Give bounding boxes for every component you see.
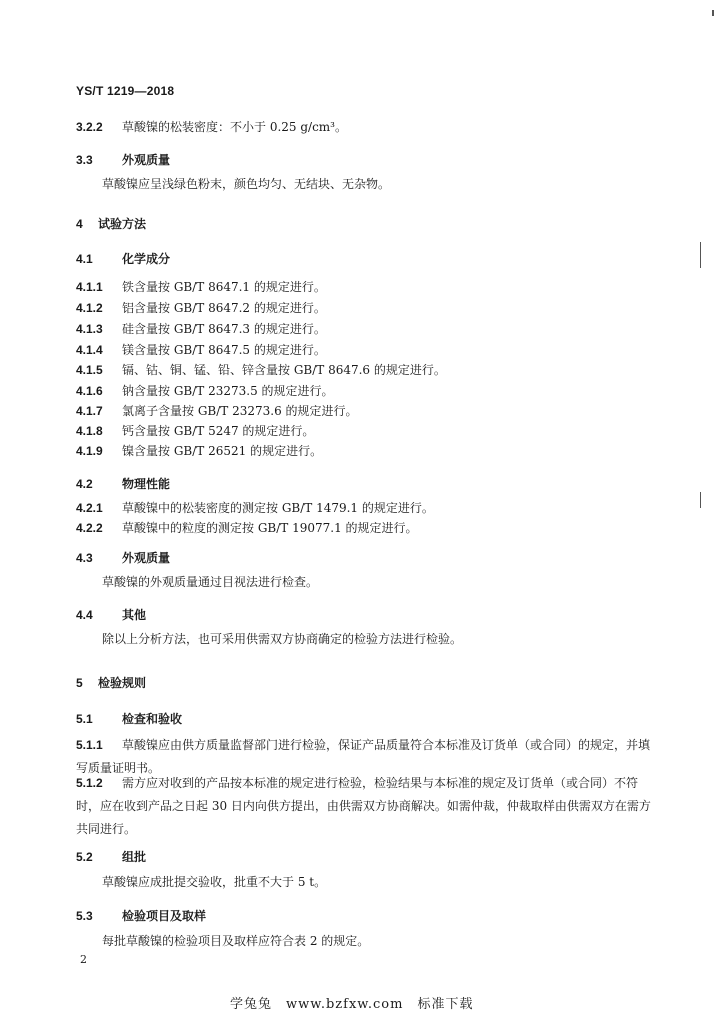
- scan-speck: [712, 10, 714, 16]
- footer-watermark: 学兔兔 www.bzfxw.com 标准下载: [230, 997, 474, 1012]
- heading-text: 组批: [122, 850, 147, 864]
- page-number: 2: [80, 953, 87, 966]
- clause-text: 草酸镍中的松装密度的测定按 GB/T 1479.1 的规定进行。: [122, 501, 434, 515]
- heading-number: 3.3: [76, 153, 93, 167]
- clause-number: 5.1.2: [76, 776, 103, 790]
- heading-4-3: [76, 547, 170, 566]
- scan-speck: [700, 492, 701, 508]
- clause-text: 需方应对收到的产品按本标准的规定进行检验，检验结果与本标准的规定及订货单（或合同）不符时，应在收到产品之日起 30 日内向供方提出，由供需双方协商解决。如需仲裁，仲裁取样由供需双方在需方共同进行。: [76, 776, 651, 836]
- clause-number: 4.1.8: [76, 424, 103, 438]
- clause-text: 铁含量按 GB/T 8647.1 的规定进行。: [122, 280, 326, 294]
- clause-text: 镁含量按 GB/T 8647.5 的规定进行。: [122, 343, 326, 357]
- clause-text: 钠含量按 GB/T 23273.5 的规定进行。: [122, 384, 334, 398]
- heading-text: 外观质量: [122, 551, 171, 565]
- heading-4-1: [76, 248, 170, 267]
- clause-4-1-3: [76, 318, 326, 337]
- scan-speck: [700, 242, 701, 268]
- heading-number: 5.2: [76, 850, 93, 864]
- clause-text: 钙含量按 GB/T 5247 的规定进行。: [122, 424, 315, 438]
- clause-text: 氯离子含量按 GB/T 23273.6 的规定进行。: [122, 404, 358, 418]
- heading-text: 检验规则: [98, 676, 147, 690]
- clause-text: 硅含量按 GB/T 8647.3 的规定进行。: [122, 322, 326, 336]
- paragraph-sampling: 每批草酸镍的检验项目及取样应符合表 2 的规定。: [102, 934, 370, 948]
- heading-text: 检查和验收: [122, 712, 183, 726]
- heading-5: [76, 672, 146, 691]
- clause-5-1-2: [76, 771, 656, 840]
- heading-number: 5.1: [76, 712, 93, 726]
- clause-number: 4.2.2: [76, 521, 103, 535]
- heading-5-1: [76, 708, 182, 727]
- clause-4-1-9: [76, 440, 322, 459]
- heading-5-2: [76, 846, 146, 865]
- clause-number: 4.1.5: [76, 363, 103, 377]
- heading-number: 4.4: [76, 608, 93, 622]
- clause-text: 草酸镍中的粒度的测定按 GB/T 19077.1 的规定进行。: [122, 521, 418, 535]
- heading-4: [76, 213, 146, 232]
- clause-text: 镉、钴、铜、锰、铅、锌含量按 GB/T 8647.6 的规定进行。: [122, 363, 446, 377]
- clause-number: 4.1.1: [76, 280, 103, 294]
- paragraph-batching: 草酸镍应成批提交验收，批重不大于 5 t。: [102, 875, 327, 889]
- heading-4-2: [76, 473, 170, 492]
- clause-3-2-2: [76, 116, 347, 135]
- heading-text: 化学成分: [122, 252, 171, 266]
- paragraph-other-methods: 除以上分析方法，也可采用供需双方协商确定的检验方法进行检验。: [102, 632, 463, 646]
- clause-number: 4.1.2: [76, 301, 103, 315]
- heading-number: 4.1: [76, 252, 93, 266]
- paragraph-appearance: 草酸镍应呈浅绿色粉末，颜色均匀、无结块、无杂物。: [102, 177, 391, 191]
- clause-4-1-5: [76, 359, 446, 378]
- heading-number: 5: [76, 676, 83, 690]
- clause-4-2-2: [76, 517, 418, 536]
- heading-3-3: [76, 149, 170, 168]
- heading-number: 4.3: [76, 551, 93, 565]
- clause-4-2-1: [76, 497, 434, 516]
- clause-number: 5.1.1: [76, 738, 103, 752]
- clause-4-1-6: [76, 380, 334, 399]
- heading-text: 检验项目及取样: [122, 909, 207, 923]
- clause-number: 4.2.1: [76, 501, 103, 515]
- paragraph-visual-inspection: 草酸镍的外观质量通过目视法进行检查。: [102, 575, 319, 589]
- clause-text: 草酸镍的松装密度：不小于 0.25 g/cm³。: [122, 120, 347, 134]
- document-code: YS/T 1219—2018: [76, 84, 175, 98]
- clause-text: 铝含量按 GB/T 8647.2 的规定进行。: [122, 301, 326, 315]
- clause-number: 4.1.3: [76, 322, 103, 336]
- clause-4-1-8: [76, 420, 314, 439]
- heading-number: 5.3: [76, 909, 93, 923]
- heading-5-3: [76, 905, 206, 924]
- clause-number: 4.1.9: [76, 444, 103, 458]
- clause-text: 镍含量按 GB/T 26521 的规定进行。: [122, 444, 323, 458]
- clause-number: 3.2.2: [76, 120, 103, 134]
- heading-text: 试验方法: [98, 217, 147, 231]
- clause-number: 4.1.6: [76, 384, 103, 398]
- clause-4-1-4: [76, 339, 326, 358]
- heading-number: 4.2: [76, 477, 93, 491]
- heading-text: 其他: [122, 608, 147, 622]
- heading-4-4: [76, 604, 146, 623]
- clause-4-1-2: [76, 297, 326, 316]
- clause-text: 草酸镍应由供方质量监督部门进行检验，保证产品质量符合本标准及订货单（或合同）的规定，并填写质量证明书。: [76, 738, 651, 775]
- heading-text: 物理性能: [122, 477, 171, 491]
- clause-4-1-1: [76, 276, 326, 295]
- heading-text: 外观质量: [122, 153, 171, 167]
- clause-number: 4.1.4: [76, 343, 103, 357]
- clause-4-1-7: [76, 400, 358, 419]
- heading-number: 4: [76, 217, 83, 231]
- clause-number: 4.1.7: [76, 404, 103, 418]
